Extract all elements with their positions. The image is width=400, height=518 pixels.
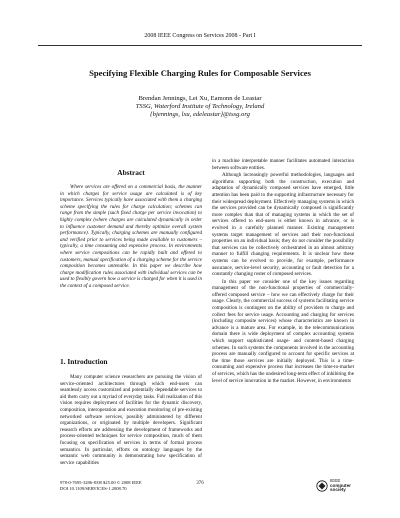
ieee-computer-society-logo [316,478,360,494]
abstract-text: Where services are offered on a commercial basis, the manner in which charges for service usage are calculated is of key importance. Services typically have associated with them a charging scheme specifying the rules for charge calculation; schemes can range from the simple (such fixed charge per service invocation) to highly complex (where charges are calculated dynamically in order to influence customer demand and thereby optimize overall system performance). Typically, charging schemes are manually configured and verified prior to services being made available to customers – typically, a time consuming and expensive process. In environments where service compositions can be rapidly built and offered to customers, manual specification of a charging scheme for the service composition becomes untenable. In this paper we describe how charge modification rules associated with individual services can be used to flexibly govern how a service is charged for when it is used in the context of a composed service. [60,184,202,289]
logo-computer: computer [330,482,351,488]
abstract-heading: Abstract [117,168,145,177]
right-paragraph-3: In this paper we consider one of the key issues regarding management of the non-functional properties of commercially-offered composed service – how we can effectively charge for their usage. Clearly, the commercial success of systems facilitating service composition is contingent on the ability of providers to charge and collect fees for service usage. Accounting and charging for services (including composite services) whose characteristics are known in advance is a mature area. For example, in the telecommunications domain there is wide deployment of complex accounting systems which support sophisticated usage- and content-based charging schemes. In such systems the components involved in the accounting process are manually configured to account for specific services at the time those services are initially deployed. This is a time-consuming and expensive process that increases the time-to-market of services, which has the undesired long-term effect of inhibiting the level of service innovation in the market. However, in environments [212,278,354,384]
intro-text: Many computer science researchers are pursuing the vision of service-oriented architectures through which end-users can seamlessly access customized and potentially dependable services to aid them carry out a myriad of everyday tasks. Full realization of this vision requires deployment of facilities for the dynamic discovery, composition, interoperation and execution monitoring of pre-existing networked software services, possibly administered by different organizations, or originated by multiple developers. Significant research efforts are addressing the development of frameworks and process-oriented techniques for service composition, much of them focusing on specification of services in terms of formal process semantics. In particular, efforts on ontology languages by the semantic web community is demonstrating how specification of service capabilities [60,374,202,466]
logo-ieee: IEEE [330,477,341,483]
author-block [0,95,400,120]
author-affiliation: TSSG, Waterford Institute of Technology, Ireland [135,103,265,111]
page-number: 376 [196,481,204,486]
right-paragraph-2: Although increasingly powerful methodologies, languages and algorithms supporting both the construction, execution and adaptation of dynamically composed services have emerged, little attention has been paid to the supporting infrastructure necessary for their widespread deployment. Effectively managing systems in which the services provided can be dynamically composed is significantly more complex than that of managing systems in which the set of services offered to end-users is either known in advance, or is evolved in a carefully planned manner. Existing management systems target management of services and their non-functional properties on an individual basis; they do not consider the possibility that services can be collectively orchestrated in an almost arbitrary manner to fulfill changing requirements. It is unclear how these systems can be evolved to provide, for example, performance assurance, service-level security, accounting or fault detection for a constantly changing roster of composed services. [212,172,354,278]
conference-header: 2008 IEEE Congress on Services 2008 - Part I [144,33,256,39]
header-rule [38,45,362,46]
intro-body [60,374,202,466]
doi-line: DOI 10.1109/SERVICES-1.2008.70 [60,486,127,491]
logo-text [330,479,351,493]
abstract-body [60,184,202,290]
author-names: Brendan Jennings, Lei Xu, Eamonn de Leastar [138,95,262,102]
intro-heading: 1. Introduction [60,357,108,366]
isbn-line: 978-0-7695-3286-8/08 $25.00 © 2008 IEEE [60,480,142,485]
computer-society-icon [316,480,328,492]
paper-title: Specifying Flexible Charging Rules for Composable Services [89,68,311,78]
author-emails: {bjennings, lxu, edeleastar}@tssg.org [150,111,250,119]
logo-society: society [330,487,346,493]
right-column [212,158,354,385]
right-paragraph-1: in a machine interpretable manner facilitates automated interaction between software entities. [212,158,354,171]
